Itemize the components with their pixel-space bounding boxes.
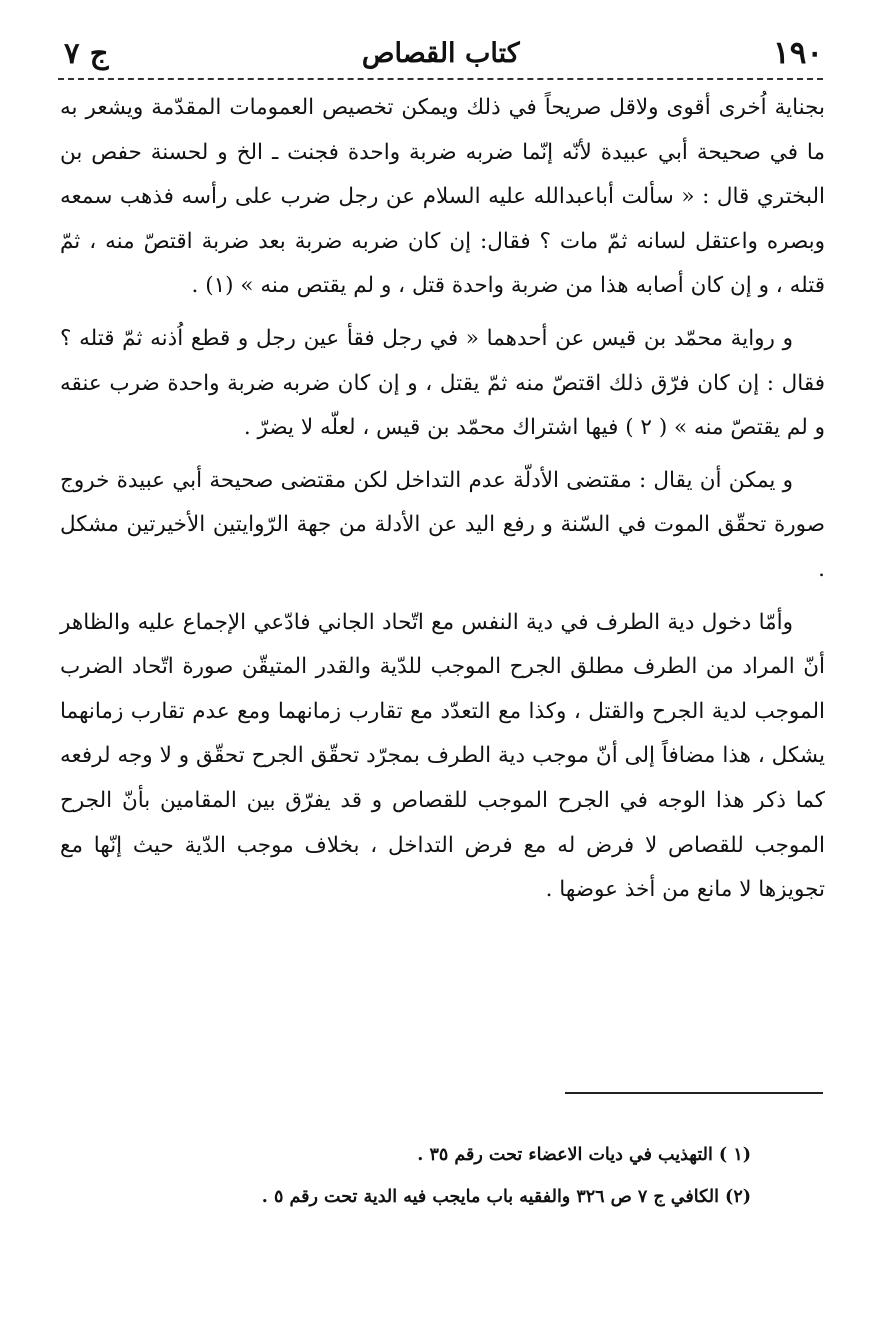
footnotes (111, 1134, 751, 1218)
header-divider (58, 78, 823, 80)
paragraph-3: و يمكن أن يقال : مقتضى الأدلّة عدم التداخل لكن مقتضى صحيحة أبي عبيدة خروج صورة تحقّق الموت في السّنة و رفع اليد عن الأدلة من جهة الرّوايتين الأخيرتين مشكل . (60, 467, 825, 582)
volume-number: ج ٧ (64, 36, 109, 70)
paragraph-4: وأمّا دخول دية الطرف في دية النفس مع اتّحاد الجاني فادّعي الإجماع عليه والظاهر أنّ المراد من الطرف مطلق الجرح الموجب للدّية والقدر المتيقّن صورة اتّحاد الضرب الموجب لدية الجرح والقتل ، وكذا مع التعدّد مع تقارب زمانهما ومع عدم تقارب زمانهما يشكل ، هذا مضافاً إلى أنّ موجب دية الطرف بمجرّد تحقّق الجرح تحقّق و لا وجه لرفعه كما ذكر هذا الوجه في الجرح الموجب للقصاص و قد يفرّق بين المقامين بأنّ الجرح الموجب للقصاص لا فرض له مع فرض التداخل ، بخلاف موجب الدّية حيث إنّها مع تجويزها لا مانع من أخذ عوضها . (60, 609, 825, 903)
paragraph-1: بجناية اُخرى أقوى ولاقل صريحاً في ذلك ويمكن تخصيص العمومات المقدّمة ويشعر به ما في صحيحة أبي عبيدة لأنّه إنّما ضربه ضربة واحدة فجنت ـ الخ و لحسنة حفص بن البختري قال : « سألت أباعبدالله عليه السلام عن رجل ضرب على رأسه فذهب سمعه وبصره واعتقل لسانه ثمّ مات ؟ فقال: إن كان ضربه ضربة بعد ضربة اقتصّ منه ، ثمّ قتله ، و إن كان أصابه هذا من ضربة واحدة قتل ، و لم يقتص منه » (١) . (60, 95, 825, 299)
footnote-2: (٢) الكافي ج ٧ ص ٣٢٦ والفقيه باب مايجب فيه الدية تحت رقم ٥ . (261, 1187, 751, 1207)
book-title: كتاب القصاص (361, 37, 520, 69)
page-header (64, 30, 823, 76)
footnote-divider (565, 1092, 823, 1094)
page-number: ١٩٠ (773, 35, 823, 71)
paragraph-2: و رواية محمّد بن قيس عن أحدهما « في رجل فقأ عين رجل و قطع اُذنه ثمّ قتله ؟ فقال : إن كان فرّق ذلك اقتصّ منه ثمّ يقتل ، و إن كان ضربه ضربة واحدة ضرب عنقه و لم يقتصّ منه » ( ٢ ) فيها اشتراك محمّد بن قيس ، لعلّه لا يضرّ . (60, 325, 825, 441)
footnote-1: (١ ) التهذيب في ديات الاعضاء تحت رقم ٣٥ . (417, 1145, 751, 1165)
main-text (60, 86, 825, 913)
